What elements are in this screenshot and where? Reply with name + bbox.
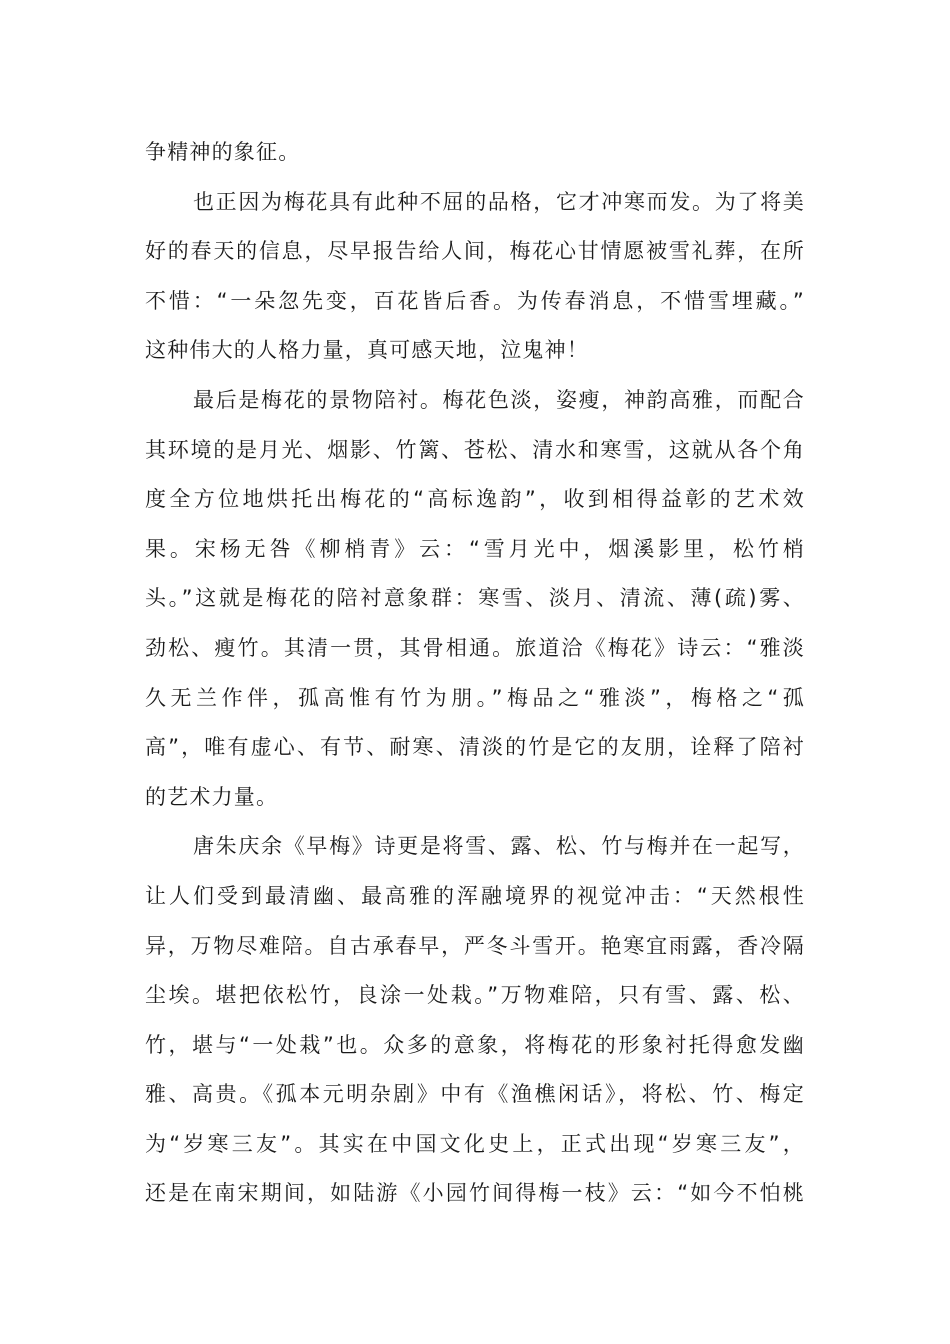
- text-line: 争精神的象征。: [145, 140, 301, 164]
- text-line: 雅、高贵。《孤本元明杂剧》中有《渔樵闲话》，将松、竹、梅定: [145, 1082, 805, 1107]
- text-line: 还是在南宋期间，如陆游《小园竹间得梅一枝》云：“如今不怕桃: [145, 1181, 805, 1206]
- text-line: 让人们受到最清幽、最高雅的浑融境界的视觉冲击：“天然根性: [145, 883, 805, 908]
- text-line: 也正因为梅花具有此种不屈的品格，它才冲寒而发。为了将美: [193, 189, 805, 214]
- text-line: 这种伟大的人格力量，真可感天地，泣鬼神！: [145, 338, 589, 363]
- text-line: 高”，唯有虚心、有节、耐寒、清淡的竹是它的友朋，诠释了陪衬: [145, 735, 805, 760]
- text-line: 异，万物尽难陪。自古承春早，严冬斗雪开。艳寒宜雨露，香冷隔: [145, 933, 805, 958]
- text-line: 最后是梅花的景物陪衬。梅花色淡，姿瘦，神韵高雅，而配合: [193, 387, 805, 412]
- text-line: 其环境的是月光、烟影、竹篱、苍松、清水和寒雪，这就从各个角: [145, 437, 805, 462]
- text-line: 为“岁寒三友”。其实在中国文化史上，正式出现“岁寒三友”，: [145, 1131, 805, 1156]
- text-line: 不惜：“一朵忽先变，百花皆后香。为传春消息，不惜雪埋藏。”: [145, 288, 805, 313]
- text-line: 度全方位地烘托出梅花的“高标逸韵”，收到相得益彰的艺术效: [145, 487, 805, 512]
- text-line: 唐朱庆余《早梅》诗更是将雪、露、松、竹与梅并在一起写，: [193, 834, 805, 859]
- body-text: [145, 128, 805, 1219]
- text-line: 好的春天的信息，尽早报告给人间，梅花心甘情愿被雪礼葬，在所: [145, 239, 805, 264]
- text-line: 竹，堪与“一处栽”也。众多的意象，将梅花的形象衬托得愈发幽: [145, 1032, 805, 1057]
- text-line: 久无兰作伴，孤高惟有竹为朋。”梅品之“雅淡”，梅格之“孤: [145, 685, 805, 710]
- text-line: 果。宋杨无咎《柳梢青》云：“雪月光中，烟溪影里，松竹梢: [145, 536, 805, 561]
- text-line: 头。”这就是梅花的陪衬意象群：寒雪、淡月、清流、薄(疏)雾、: [145, 586, 805, 611]
- text-line: 劲松、瘦竹。其清一贯，其骨相通。旅道洽《梅花》诗云：“雅淡: [145, 635, 805, 660]
- text-line: 的艺术力量。: [145, 784, 279, 809]
- text-line: 尘埃。堪把依松竹，良涂一处栽。”万物难陪，只有雪、露、松、: [145, 983, 805, 1008]
